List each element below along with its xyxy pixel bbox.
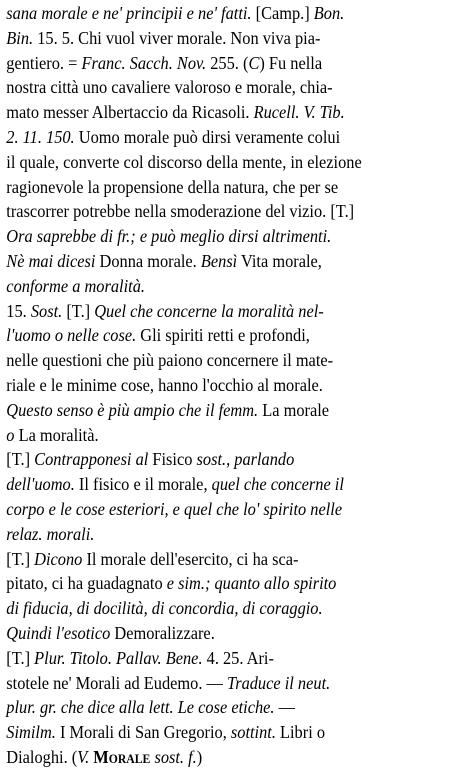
text-line — [6, 720, 463, 745]
text-line — [6, 274, 463, 299]
italic-text: Ora saprebbe di fr.; e può meglio dirsi altrimenti. — [6, 226, 332, 247]
italic-text: l'uomo o nelle cose. — [6, 325, 137, 346]
italic-text: sost., parlando — [196, 449, 295, 470]
text-line — [6, 224, 463, 249]
roman-text: I Morali di San Gregorio, — [55, 722, 231, 743]
text-line — [6, 75, 463, 100]
text-line — [6, 323, 463, 348]
italic-text: corpo e le cose esteriori, e quel che lo' spirito nelle — [6, 498, 343, 519]
roman-text: [T.] — [62, 300, 95, 321]
italic-text: sottint. — [230, 722, 276, 743]
roman-text: [T.] — [6, 449, 35, 470]
text-line — [6, 646, 463, 671]
text-line — [6, 745, 463, 770]
text-line — [6, 249, 463, 274]
italic-text: Rucell. V. Tib. — [253, 102, 345, 123]
italic-text: Similm. — [6, 722, 56, 743]
text-line — [6, 125, 463, 150]
roman-text: Vita morale, — [237, 250, 322, 271]
italic-text: V. — [77, 746, 90, 767]
roman-text: trascorrer potrebbe nella smoderazione del vizio. [T.] — [6, 201, 355, 222]
roman-text: Uomo morale può dirsi veramente colui — [74, 126, 341, 147]
italic-text: sost. f. — [150, 746, 197, 767]
roman-text: ) — [196, 746, 203, 767]
italic-text: relaz. morali. — [6, 523, 95, 544]
text-line — [6, 373, 463, 398]
text-line — [6, 571, 463, 596]
text-line — [6, 447, 463, 472]
italic-text: e sim.; quanto allo spirito — [166, 573, 337, 594]
italic-text: Questo senso è più ampio che il femm. — [6, 399, 259, 420]
text-line — [6, 596, 463, 621]
roman-text: nostra città uno cavaliere valoroso e morale, chia- — [6, 77, 333, 98]
italic-text: Dicono — [34, 548, 83, 569]
roman-text: gentiero. = — [6, 52, 82, 73]
roman-text: riale e le minime cose, hanno l'occhio al morale. — [6, 374, 323, 395]
text-line — [6, 348, 463, 373]
roman-text: [Camp.] — [251, 3, 314, 23]
text-line — [6, 398, 463, 423]
italic-text: plur. gr. che dice alla lett. Le cose etiche. — [6, 697, 275, 718]
text-line — [6, 26, 463, 51]
text-line — [6, 100, 463, 125]
roman-text: Fisico — [148, 449, 197, 470]
italic-text: o — [6, 424, 15, 445]
roman-text: pitato, ci ha guadagnato — [6, 573, 167, 594]
small-caps-text: Morale — [89, 746, 151, 767]
text-line — [6, 423, 463, 448]
italic-text: dell'uomo. — [6, 474, 75, 495]
text-line — [6, 547, 463, 572]
roman-text: La moralità. — [14, 424, 99, 445]
italic-text: Franc. Sacch. Nov. — [81, 52, 207, 73]
text-line — [6, 51, 463, 76]
italic-text: di fiducia, di docilità, di concordia, di coraggio. — [6, 598, 323, 619]
text-line — [6, 671, 463, 696]
roman-text: il quale, converte col discorso della mente, in elezione — [6, 151, 362, 172]
roman-text: ragionevole la propensione della natura, che per se — [6, 176, 339, 197]
text-line — [6, 199, 463, 224]
text-line — [6, 150, 463, 175]
italic-text: Traduce il neut. — [226, 672, 331, 693]
roman-text: 4. 25. Ari- — [202, 647, 274, 668]
italic-text: Contrapponesi al — [34, 449, 149, 470]
roman-text: La morale — [258, 399, 330, 420]
italic-text: sana morale e ne' principii e ne' fatti. — [6, 3, 252, 23]
italic-text: Nè mai dicesi — [6, 250, 96, 271]
text-line — [6, 472, 463, 497]
text-line — [6, 299, 463, 324]
roman-text: Donna morale. — [95, 250, 201, 271]
text-line — [6, 1, 463, 26]
italic-text: Bon. — [313, 3, 345, 23]
roman-text: 255. ( — [206, 52, 249, 73]
roman-text: — — [274, 697, 295, 718]
roman-text: 15. 5. Chi vuol viver morale. Non viva pia- — [33, 27, 321, 48]
roman-text: Il morale dell'esercito, ci ha sca- — [82, 548, 299, 569]
text-line — [6, 522, 463, 547]
text-line — [6, 695, 463, 720]
text-line — [6, 621, 463, 646]
roman-text: [T.] — [6, 548, 35, 569]
roman-text: Il fisico e il morale, — [74, 474, 212, 495]
italic-text: 2. 11. 150. — [6, 126, 75, 147]
italic-text: Sost. — [30, 300, 63, 321]
roman-text: Libri o — [275, 722, 326, 743]
roman-text: Demoralizzare. — [110, 622, 215, 643]
roman-text: stotele ne' Morali ad Eudemo. — — [6, 672, 227, 693]
roman-text: [T.] — [6, 647, 35, 668]
italic-text: C — [248, 52, 260, 73]
italic-text: Quindi l'esotico — [6, 622, 111, 643]
italic-text: Plur. Titolo. Pallav. Bene. — [34, 647, 203, 668]
text-line — [6, 497, 463, 522]
roman-text: nelle questioni che più paiono concernere il mate- — [6, 350, 334, 371]
italic-text: quel che concerne il — [211, 474, 344, 495]
italic-text: Bensì — [200, 250, 238, 271]
italic-text: Quel che concerne la moralità nel- — [94, 300, 324, 321]
roman-text: Gli spiriti retti e profondi, — [136, 325, 310, 346]
roman-text: Dialoghi. ( — [6, 746, 78, 767]
text-line — [6, 175, 463, 200]
roman-text: 15. — [6, 300, 31, 321]
roman-text: mato messer Albertaccio da Ricasoli. — [6, 102, 254, 123]
italic-text: Bin. — [6, 27, 34, 48]
italic-text: conforme a moralità. — [6, 275, 145, 296]
roman-text: ) Fu nella — [259, 52, 323, 73]
